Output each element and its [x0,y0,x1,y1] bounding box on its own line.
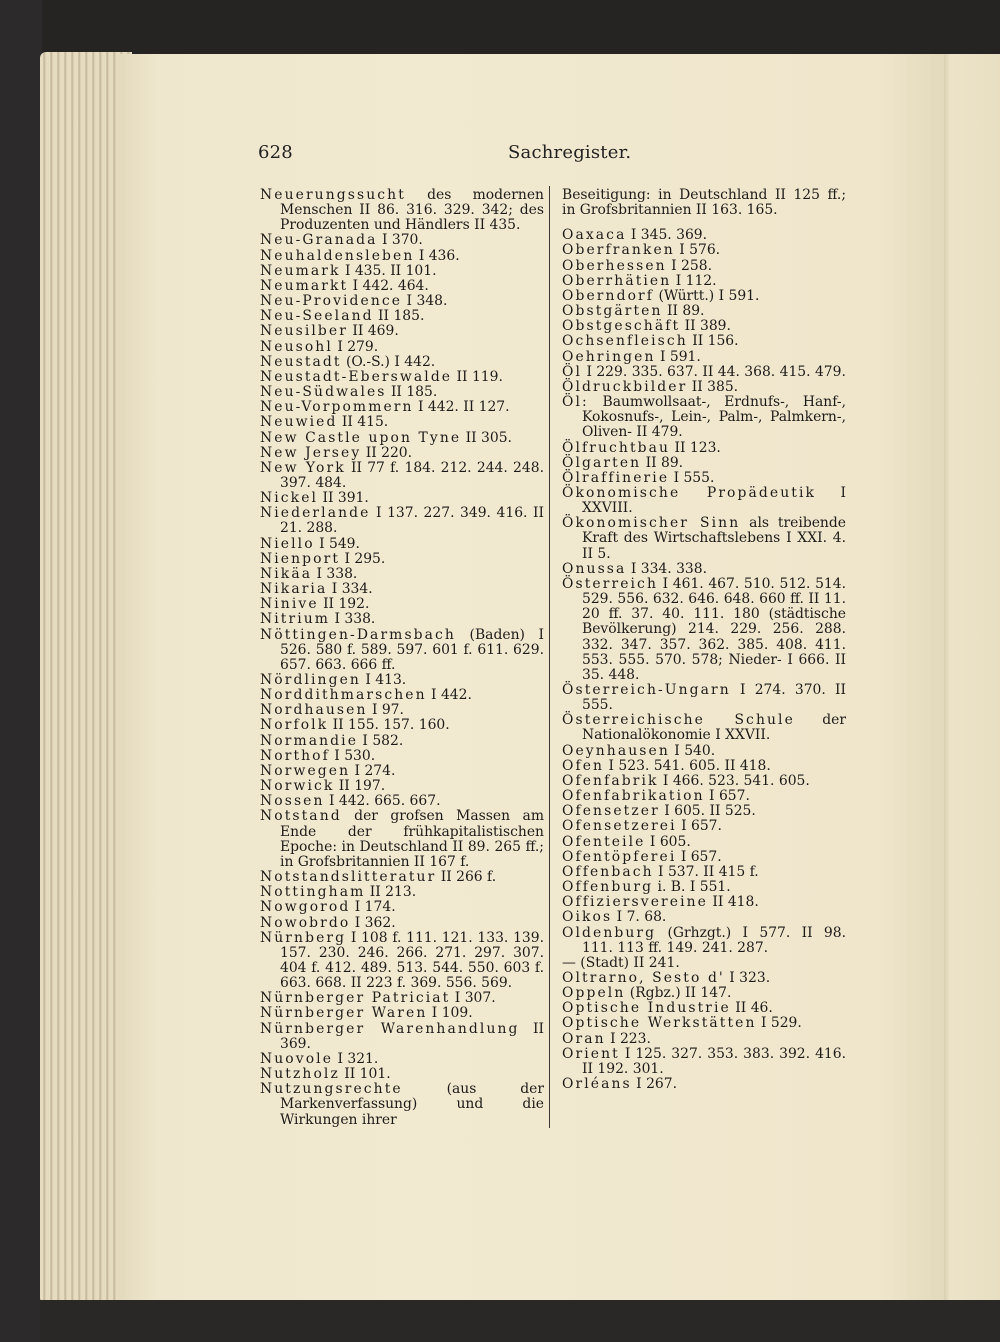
entry-keyword: Nürnberger Warenhandlung [260,1020,520,1037]
index-entry [260,385,544,400]
index-entry [562,350,846,365]
entry-keyword: New Castle upon Tyne [260,429,462,446]
running-head: Sachregister. [508,142,632,163]
entry-references: I 258. [666,257,712,274]
entry-references: I 436. [414,247,460,264]
entry-keyword: Offiziersvereine [562,894,709,911]
index-entry [562,759,846,774]
index-entry [562,486,846,516]
entry-references: II 220. [361,444,413,461]
index-entry [260,612,544,627]
index-entry [562,1016,846,1031]
entry-keyword: Notstandslitteratur [260,869,437,886]
index-entry [260,703,544,718]
index-entry [562,683,846,713]
entry-references: I 321. [333,1050,379,1067]
index-entry [562,259,846,274]
index-column-right [562,188,846,1092]
index-entry [260,446,544,461]
entry-references: I 549. [314,535,360,552]
entry-references: I 657. [704,788,750,805]
entry-references: I 537. II 415 f. [653,863,759,880]
background [0,0,1000,56]
entry-references: I 338. [312,565,358,582]
index-entry [562,880,846,895]
entry-keyword: Oldenburg [562,924,657,941]
index-entry [260,355,544,370]
index-entry [260,249,544,264]
index-entry [562,744,846,759]
entry-references: II 391. [318,490,369,507]
index-entry [562,774,846,789]
entry-references: I 435. II 101. [340,262,437,279]
index-entry [260,309,544,324]
index-entry [562,304,846,319]
entry-references: Beseitigung: in Deutschland II 125 ff.; in Grofsbritannien II 163. 165. [562,187,846,219]
index-entry [260,734,544,749]
index-entry [260,764,544,779]
entry-references: I 657. [676,818,722,835]
index-entry [260,537,544,552]
entry-references: I 605. [645,833,691,850]
entry-keyword: Oaxaca [562,227,627,244]
entry-keyword: Ölfruchtbau [562,439,671,456]
entry-references: I 466. 523. 541. 605. [658,772,810,789]
entry-references: I 362. [350,914,396,931]
index-entry [260,506,544,536]
entry-references: I 125. 327. 353. 383. 392. 416. II 192. 301. [582,1045,846,1077]
entry-keyword: Orient [562,1045,620,1062]
index-entry [260,718,544,733]
index-entry [562,956,846,971]
entry-references: I 274. [350,762,396,779]
background-bottom [40,1300,1000,1342]
entry-references: I 7. 68. [612,909,667,926]
entry-references: I 345. 369. [626,227,708,244]
index-entry [260,1052,544,1067]
index-entry [562,516,846,561]
index-entry [562,289,846,304]
entry-references: II 46. [730,1000,773,1017]
entry-references: des modernen Menschen II 86. 316. 329. 342; des Produzenten und Händlers II 435. [280,187,544,234]
entry-keyword: Ofensetzerei [562,818,677,835]
entry-keyword: Neuhaldensleben [260,247,415,264]
index-entry [562,243,846,258]
entry-references: I 109. [427,1005,473,1022]
index-entry [562,334,846,349]
entry-references: II 185. [373,308,425,325]
entry-references: II 469. [348,323,399,340]
entry-keyword: Nienport [260,550,341,567]
entry-keyword: Oeynhausen [562,742,670,759]
entry-keyword: Niello [260,535,315,552]
index-entry [562,819,846,834]
entry-references: I 591. [655,348,701,365]
entry-keyword: Neuwied [260,414,338,431]
entry-references: i. B. I 551. [653,879,731,896]
index-entry [562,910,846,925]
entry-references: I 530. [329,747,376,764]
index-entry [260,688,544,703]
entry-keyword: Nördlingen [260,672,361,688]
book-cover-edge [0,0,42,1342]
entry-keyword: Nossen [260,793,325,810]
entry-references: I 137. 227. 349. 416. II 21. 288. [280,505,544,537]
entry-keyword: Optische Werkstätten [562,1015,757,1032]
entry-references: I 279. [332,338,379,355]
index-entry [562,926,846,956]
entry-references: I 295. [340,550,386,567]
entry-references: (O.-S.) I 442. [341,353,436,370]
entry-references: II 389. [680,318,731,335]
index-entry [562,1047,846,1077]
entry-references: II 101. [339,1066,391,1083]
entry-keyword: Neusohl [260,338,333,355]
entry-references: II 369. [280,1020,544,1052]
entry-keyword: Neusilber [260,323,348,340]
index-entry [260,279,544,294]
index-entry [562,365,846,380]
index-entry [260,794,544,809]
entry-keyword: Obstgärten [562,303,663,320]
entry-references: I 334. [327,581,373,598]
entry-keyword: Nikäa [260,565,313,582]
entry-keyword: Oberrhätien [562,272,672,289]
facing-page-edge [944,54,1000,1304]
entry-keyword: Offenbach [562,863,654,880]
index-entry [260,673,544,688]
index-entry [260,885,544,900]
entry-keyword: Oberfranken [562,242,675,259]
entry-references: I 657. [676,848,722,865]
entry-references: I 442. [426,687,472,704]
entry-keyword: Neu-Seeland [260,308,374,325]
entry-references: I 307. [450,990,496,1007]
entry-keyword: Oltrarno, Sesto d' [562,969,725,986]
entry-keyword: Neumark [260,262,341,279]
entry-references: II 119. [452,368,503,385]
index-entry [562,986,846,1001]
index-entry [562,835,846,850]
index-entry [562,1077,846,1092]
entry-keyword: Ochsenfleisch [562,333,688,350]
entry-keyword: Nowobrdo [260,914,351,931]
index-entry [562,1001,846,1016]
entry-references: I XXVIII. [582,484,846,517]
entry-keyword: Österreichische Schule [562,712,795,729]
entry-references: (Rgbz.) II 147. [625,985,732,1002]
entry-keyword: Österreich [562,575,658,592]
entry-references: I 576. [674,242,721,259]
entry-references: II 197. [334,778,386,795]
entry-keyword: Nürnberg [260,929,347,946]
entry-keyword: Österreich-Ungarn [562,682,731,698]
index-entry [260,233,544,248]
index-entry [260,340,544,355]
entry-references: I 108 f. 111. 121. 133. 139. 157. 230. 246. 266. 271. 297. 307. 404 f. 412. 489. 513. 544. 550. 603 f. 663. 668. II 223 f. 369. 556. 569. [280,929,544,992]
entry-keyword: Onussa [562,560,627,577]
entry-references: II 155. 157. 160. [328,717,450,734]
index-entry [260,264,544,279]
entry-references: II 89. [641,454,684,471]
entry-keyword: Öldruckbilder [562,378,688,395]
entry-keyword: Oberndorf [562,287,655,304]
entry-keyword: Orléans [562,1076,632,1093]
index-entry [260,779,544,794]
entry-keyword: Offenburg [562,879,654,896]
entry-references: I 323. [724,969,771,986]
entry-keyword: Nowgorod [260,899,351,916]
index-entry [260,900,544,915]
entry-keyword: Neu-Südwales [260,384,387,401]
index-entry [260,1006,544,1021]
index-entry [562,865,846,880]
index-entry [562,1032,846,1047]
entry-references: I 338. [330,611,376,628]
entry-references: (Grhzgt.) I 577. II 98. 111. 113 ff. 149. 241. 287. [582,924,846,956]
entry-references: II 305. [461,429,512,446]
entry-keyword: Obstgeschäft [562,318,681,335]
entry-keyword: Nutzungsrechte [260,1081,403,1098]
entry-keyword: Ofen [562,757,605,774]
entry-references: I 267. [631,1076,677,1093]
index-entry [562,380,846,395]
entry-keyword: Neustadt-Eberswalde [260,368,453,385]
entry-keyword: Neu-Granada [260,232,378,249]
entry-references: II 185. [386,384,438,401]
entry-references: I 348. [402,293,448,310]
column-divider [549,186,550,1128]
entry-keyword: Nordhausen [260,702,368,719]
index-entry [260,431,544,446]
entry-references: II 192. [318,596,370,613]
entry-keyword: Ofenfabrikation [562,788,705,805]
entry-references: I 540. [669,742,716,759]
entry-keyword: Nottingham [260,884,366,901]
entry-references: II 415. [337,414,389,431]
entry-references: der grofsen Massen am Ende der frühkapitalistischen Epoche: in Deutschland II 89. 265 ff.; in Grofsbritannien II 167 f. [280,808,544,870]
entry-references: I 229. 335. 637. II 44. 368. 415. 479. [582,363,846,380]
entry-references: I 334. 338. [626,560,708,577]
entry-references: II 266 f. [436,869,497,886]
entry-keyword: Ölraffinerie [562,469,670,486]
entry-references: (aus der Markenverfassung) und die Wirkungen ihrer [280,1081,544,1128]
entry-references: I 370. [377,232,423,249]
entry-keyword: Öl [562,363,583,380]
entry-references: der Nationalökonomie I XXVII. [582,712,846,744]
index-entry [260,931,544,992]
entry-keyword: New Jersey [260,444,362,461]
entry-keyword: Ökonomische Propädeutik [562,484,816,501]
entry-keyword: Norwegen [260,762,351,779]
entry-keyword: Ofenteile [562,833,646,850]
index-entry [260,749,544,764]
entry-keyword: Neustadt [260,353,342,370]
entry-keyword: Neuerungssucht [260,187,406,203]
index-column-left [260,188,544,1128]
index-entry [562,274,846,289]
entry-references: Baumwollsaat-, Erdnufs-, Hanf-, Kokosnufs-, Lein-, Palm-, Palmkern-, Oliven- II 479. [582,394,846,441]
entry-keyword: Nikaria [260,581,328,598]
index-entry [260,370,544,385]
index-entry [260,415,544,430]
entry-keyword: Nürnberger Patriciat [260,990,451,1007]
entry-references: II 213. [365,884,417,901]
index-entry [260,809,544,870]
index-entry [562,562,846,577]
entry-keyword: Northof [260,747,330,764]
entry-references: I 523. 541. 605. II 418. [604,757,771,774]
entry-keyword: Ölgarten [562,454,642,471]
index-entry [260,294,544,309]
index-entry [562,471,846,486]
index-entry [260,400,544,415]
entry-keyword: Nutzholz [260,1066,340,1083]
entry-references: I 174. [350,899,396,916]
index-entry [260,552,544,567]
index-entry [562,895,846,910]
entry-references: (Württ.) I 591. [654,287,760,304]
entry-keyword: Nitrium [260,611,331,628]
index-entry [562,228,846,243]
entry-keyword: Ofenfabrik [562,772,659,789]
entry-keyword: Oran [562,1030,606,1047]
entry-keyword: Oikos [562,909,613,926]
entry-references: I 442. II 127. [413,399,510,416]
entry-references: I 112. [671,272,717,289]
entry-keyword: Neumarkt [260,277,349,294]
index-entry [260,324,544,339]
entry-references: II 89. [662,303,705,320]
entry-keyword: Norwick [260,778,335,795]
entry-references: II 123. [670,439,721,456]
index-entry [260,1082,544,1127]
entry-keyword: Ninive [260,596,319,613]
index-entry [562,789,846,804]
entry-keyword: Nürnberger Waren [260,1005,428,1022]
entry-references: I 442. 665. 667. [324,793,441,810]
index-entry [260,597,544,612]
entry-keyword: Ofentöpferei [562,848,677,865]
entry-keyword: Niederlande [260,505,371,522]
entry-keyword: Öl: [562,394,589,411]
entry-references: I 605. II 525. [659,803,756,820]
entry-keyword: Optische Industrie [562,1000,731,1017]
index-entry [260,567,544,582]
entry-references: II 77 f. 184. 212. 244. 248. 397. 484. [280,459,544,491]
index-entry [562,804,846,819]
index-entry [562,713,846,743]
index-entry [562,188,846,218]
entry-references: I 223. [605,1030,651,1047]
entry-references: I 461. 467. 510. 512. 514. 529. 556. 632. 646. 648. 660 ff. II 11. 20 ff. 37. 40. 111. 180 (städtische Bevölkerung) 214. 229. 256. 288. 332. 347. 357. 362. 385. 408. 411. 553. 555. 570. 578; Nieder- I 666. II 35. 448. [582,575,846,683]
entry-references: I 442. 464. [348,277,429,294]
entry-references: als treibende Kraft des Wirtschaftslebens I XXI. 4. II 5. [582,515,846,562]
index-entry [260,628,544,673]
entry-keyword: Neu-Vorpommern [260,399,414,416]
entry-references: I 413. [360,672,407,688]
entry-keyword: Normandie [260,732,359,749]
index-entry [260,991,544,1006]
index-entry [260,582,544,597]
entry-references: II 385. [687,378,739,395]
index-entry [562,441,846,456]
entry-references: II 418. [708,894,759,911]
index-entry [260,491,544,506]
entry-keyword: Nickel [260,490,319,507]
entry-keyword: Norddithmarschen [260,687,427,704]
entry-keyword: Norfolk [260,717,329,734]
index-entry [562,577,846,683]
entry-keyword: New York [260,459,346,476]
entry-keyword: Nöttingen-Darmsbach [260,626,456,643]
index-entry [562,319,846,334]
index-entry [260,188,544,233]
entry-references: I 274. 370. II 555. [582,682,846,714]
index-entry [562,395,846,440]
entry-references: I 555. [669,469,715,486]
entry-references: (Baden) I 526. 580 f. 589. 597. 601 f. 611. 629. 657. 663. 666 ff. [280,626,544,673]
index-entry [260,870,544,885]
entry-keyword: Ökonomischer Sinn [562,515,741,532]
index-entry [260,461,544,491]
entry-keyword: Notstand [260,808,342,825]
page-number: 628 [258,142,293,163]
entry-keyword: Oberhessen [562,257,667,274]
index-entry [562,456,846,471]
entry-keyword: Neu-Providence [260,293,403,310]
entry-references: II 156. [687,333,739,350]
index-entry [562,971,846,986]
entry-references: I 97. [367,702,404,719]
index-entry [260,916,544,931]
index-entry [260,1067,544,1082]
index-entry [260,1022,544,1052]
entry-keyword: Oppeln [562,985,626,1002]
entry-references: I 529. [756,1015,802,1032]
index-entry [562,850,846,865]
entry-references: I 582. [358,732,404,749]
entry-keyword: Nuovole [260,1050,334,1067]
entry-references: — (Stadt) II 241. [562,954,680,971]
entry-keyword: Oehringen [562,348,656,365]
entry-keyword: Ofensetzer [562,803,660,820]
